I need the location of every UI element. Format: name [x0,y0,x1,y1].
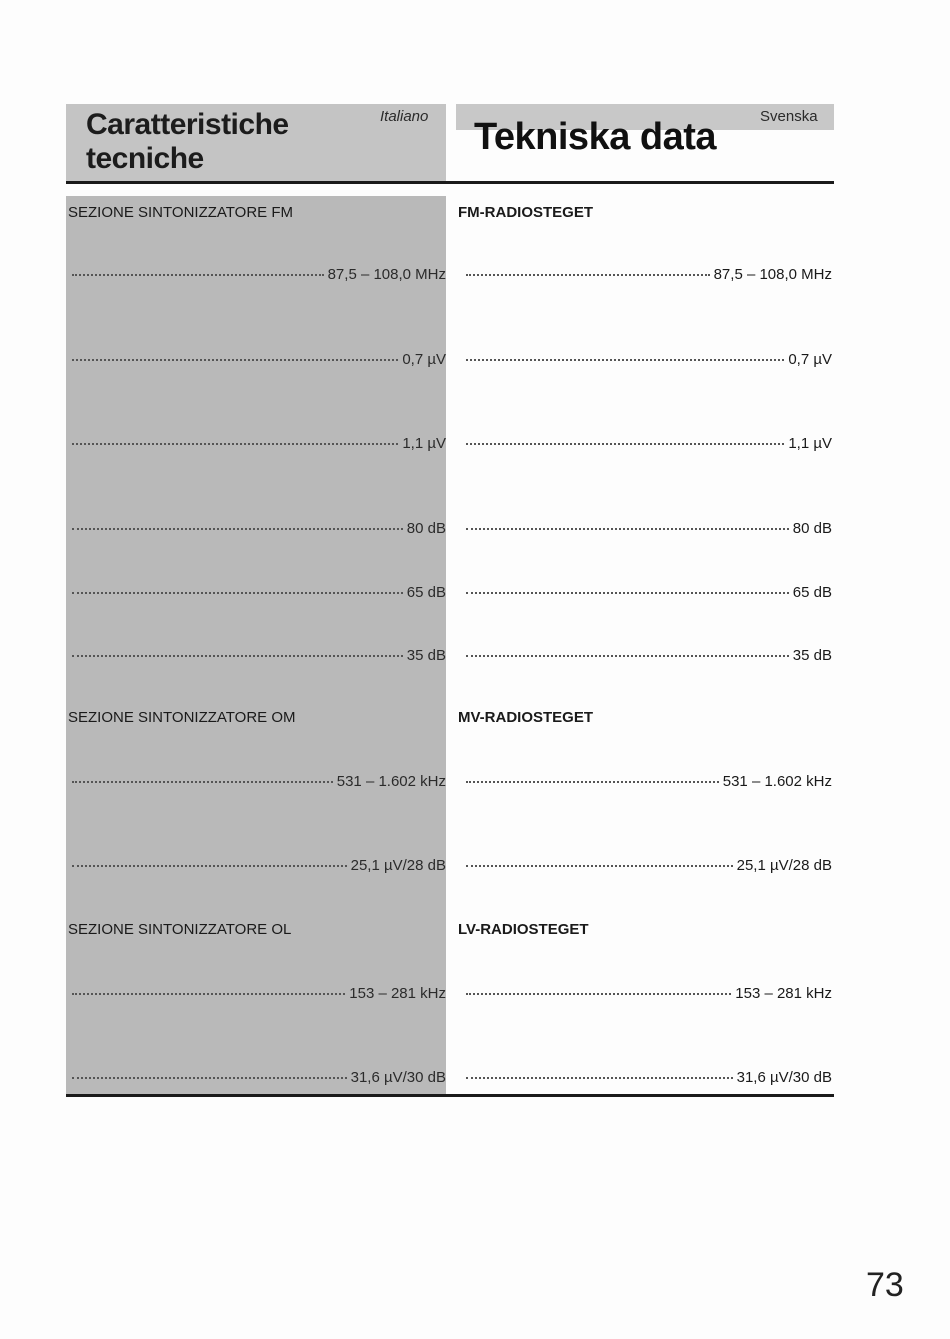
dot-leader [466,655,789,657]
dot-leader [72,1077,347,1079]
dot-leader [72,528,403,530]
italian-language-label: Italiano [380,108,429,125]
spec-value: 0,7 µV [402,351,446,368]
dot-leader [466,443,784,445]
dot-leader [72,781,333,783]
top-rule [66,181,834,184]
swedish-lv-section-heading: LV-RADIOSTEGET [458,921,589,938]
swedish-spec-row [466,520,832,537]
dot-leader [466,359,784,361]
italian-spec-row [72,647,446,664]
spec-value: 80 dB [792,520,832,537]
dot-leader [466,274,710,276]
page-number: 73 [866,1266,904,1304]
italian-column-background [66,196,446,1096]
dot-leader [466,1077,733,1079]
swedish-spec-row [466,773,832,790]
italian-fm-section-heading: SEZIONE SINTONIZZATORE FM [68,204,294,221]
swedish-spec-row [466,1069,832,1086]
italian-spec-row [72,520,446,537]
swedish-fm-section-heading: FM-RADIOSTEGET [458,204,593,221]
bottom-rule [66,1094,834,1097]
spec-value: 65 dB [406,584,446,601]
italian-spec-row [72,1069,446,1086]
swedish-title: Tekniska data [474,116,717,158]
italian-spec-row [72,584,446,601]
spec-value: 87,5 – 108,0 MHz [713,266,832,283]
dot-leader [466,993,731,995]
italian-spec-row [72,985,446,1002]
dot-leader [466,528,789,530]
italian-spec-row [72,266,446,283]
italian-title [86,108,289,176]
dot-leader [72,993,345,995]
spec-value: 80 dB [406,520,446,537]
spec-value: 35 dB [406,647,446,664]
italian-ol-section-heading: SEZIONE SINTONIZZATORE OL [68,921,292,938]
dot-leader [466,592,789,594]
dot-leader [72,359,398,361]
swedish-spec-row [466,435,832,452]
spec-value: 31,6 µV/30 dB [736,1069,832,1086]
spec-value: 0,7 µV [788,351,832,368]
spec-value: 531 – 1.602 kHz [722,773,832,790]
dot-leader [72,443,398,445]
spec-value: 65 dB [792,584,832,601]
swedish-spec-row [466,857,832,874]
italian-title-line2: tecniche [86,142,204,175]
italian-om-section-heading: SEZIONE SINTONIZZATORE OM [68,709,296,726]
spec-value: 87,5 – 108,0 MHz [327,266,446,283]
swedish-mv-section-heading: MV-RADIOSTEGET [458,709,594,726]
swedish-spec-row [466,985,832,1002]
dot-leader [72,274,324,276]
dot-leader [72,655,403,657]
dot-leader [466,781,719,783]
italian-spec-row [72,351,446,368]
swedish-spec-row [466,266,832,283]
italian-title-line1: Caratteristiche [86,108,289,141]
spec-value: 531 – 1.602 kHz [336,773,446,790]
spec-value: 153 – 281 kHz [349,985,446,1002]
italian-spec-row [72,773,446,790]
swedish-spec-row [466,584,832,601]
spec-value: 31,6 µV/30 dB [350,1069,446,1086]
dot-leader [72,592,403,594]
spec-value: 25,1 µV/28 dB [350,857,446,874]
italian-spec-row [72,857,446,874]
dot-leader [466,865,733,867]
swedish-language-label: Svenska [760,108,818,125]
spec-value: 1,1 µV [788,435,832,452]
spec-value: 35 dB [792,647,832,664]
spec-value: 153 – 281 kHz [735,985,832,1002]
italian-spec-row [72,435,446,452]
spec-value: 25,1 µV/28 dB [736,857,832,874]
spec-value: 1,1 µV [402,435,446,452]
dot-leader [72,865,347,867]
swedish-spec-row [466,351,832,368]
swedish-spec-row [466,647,832,664]
